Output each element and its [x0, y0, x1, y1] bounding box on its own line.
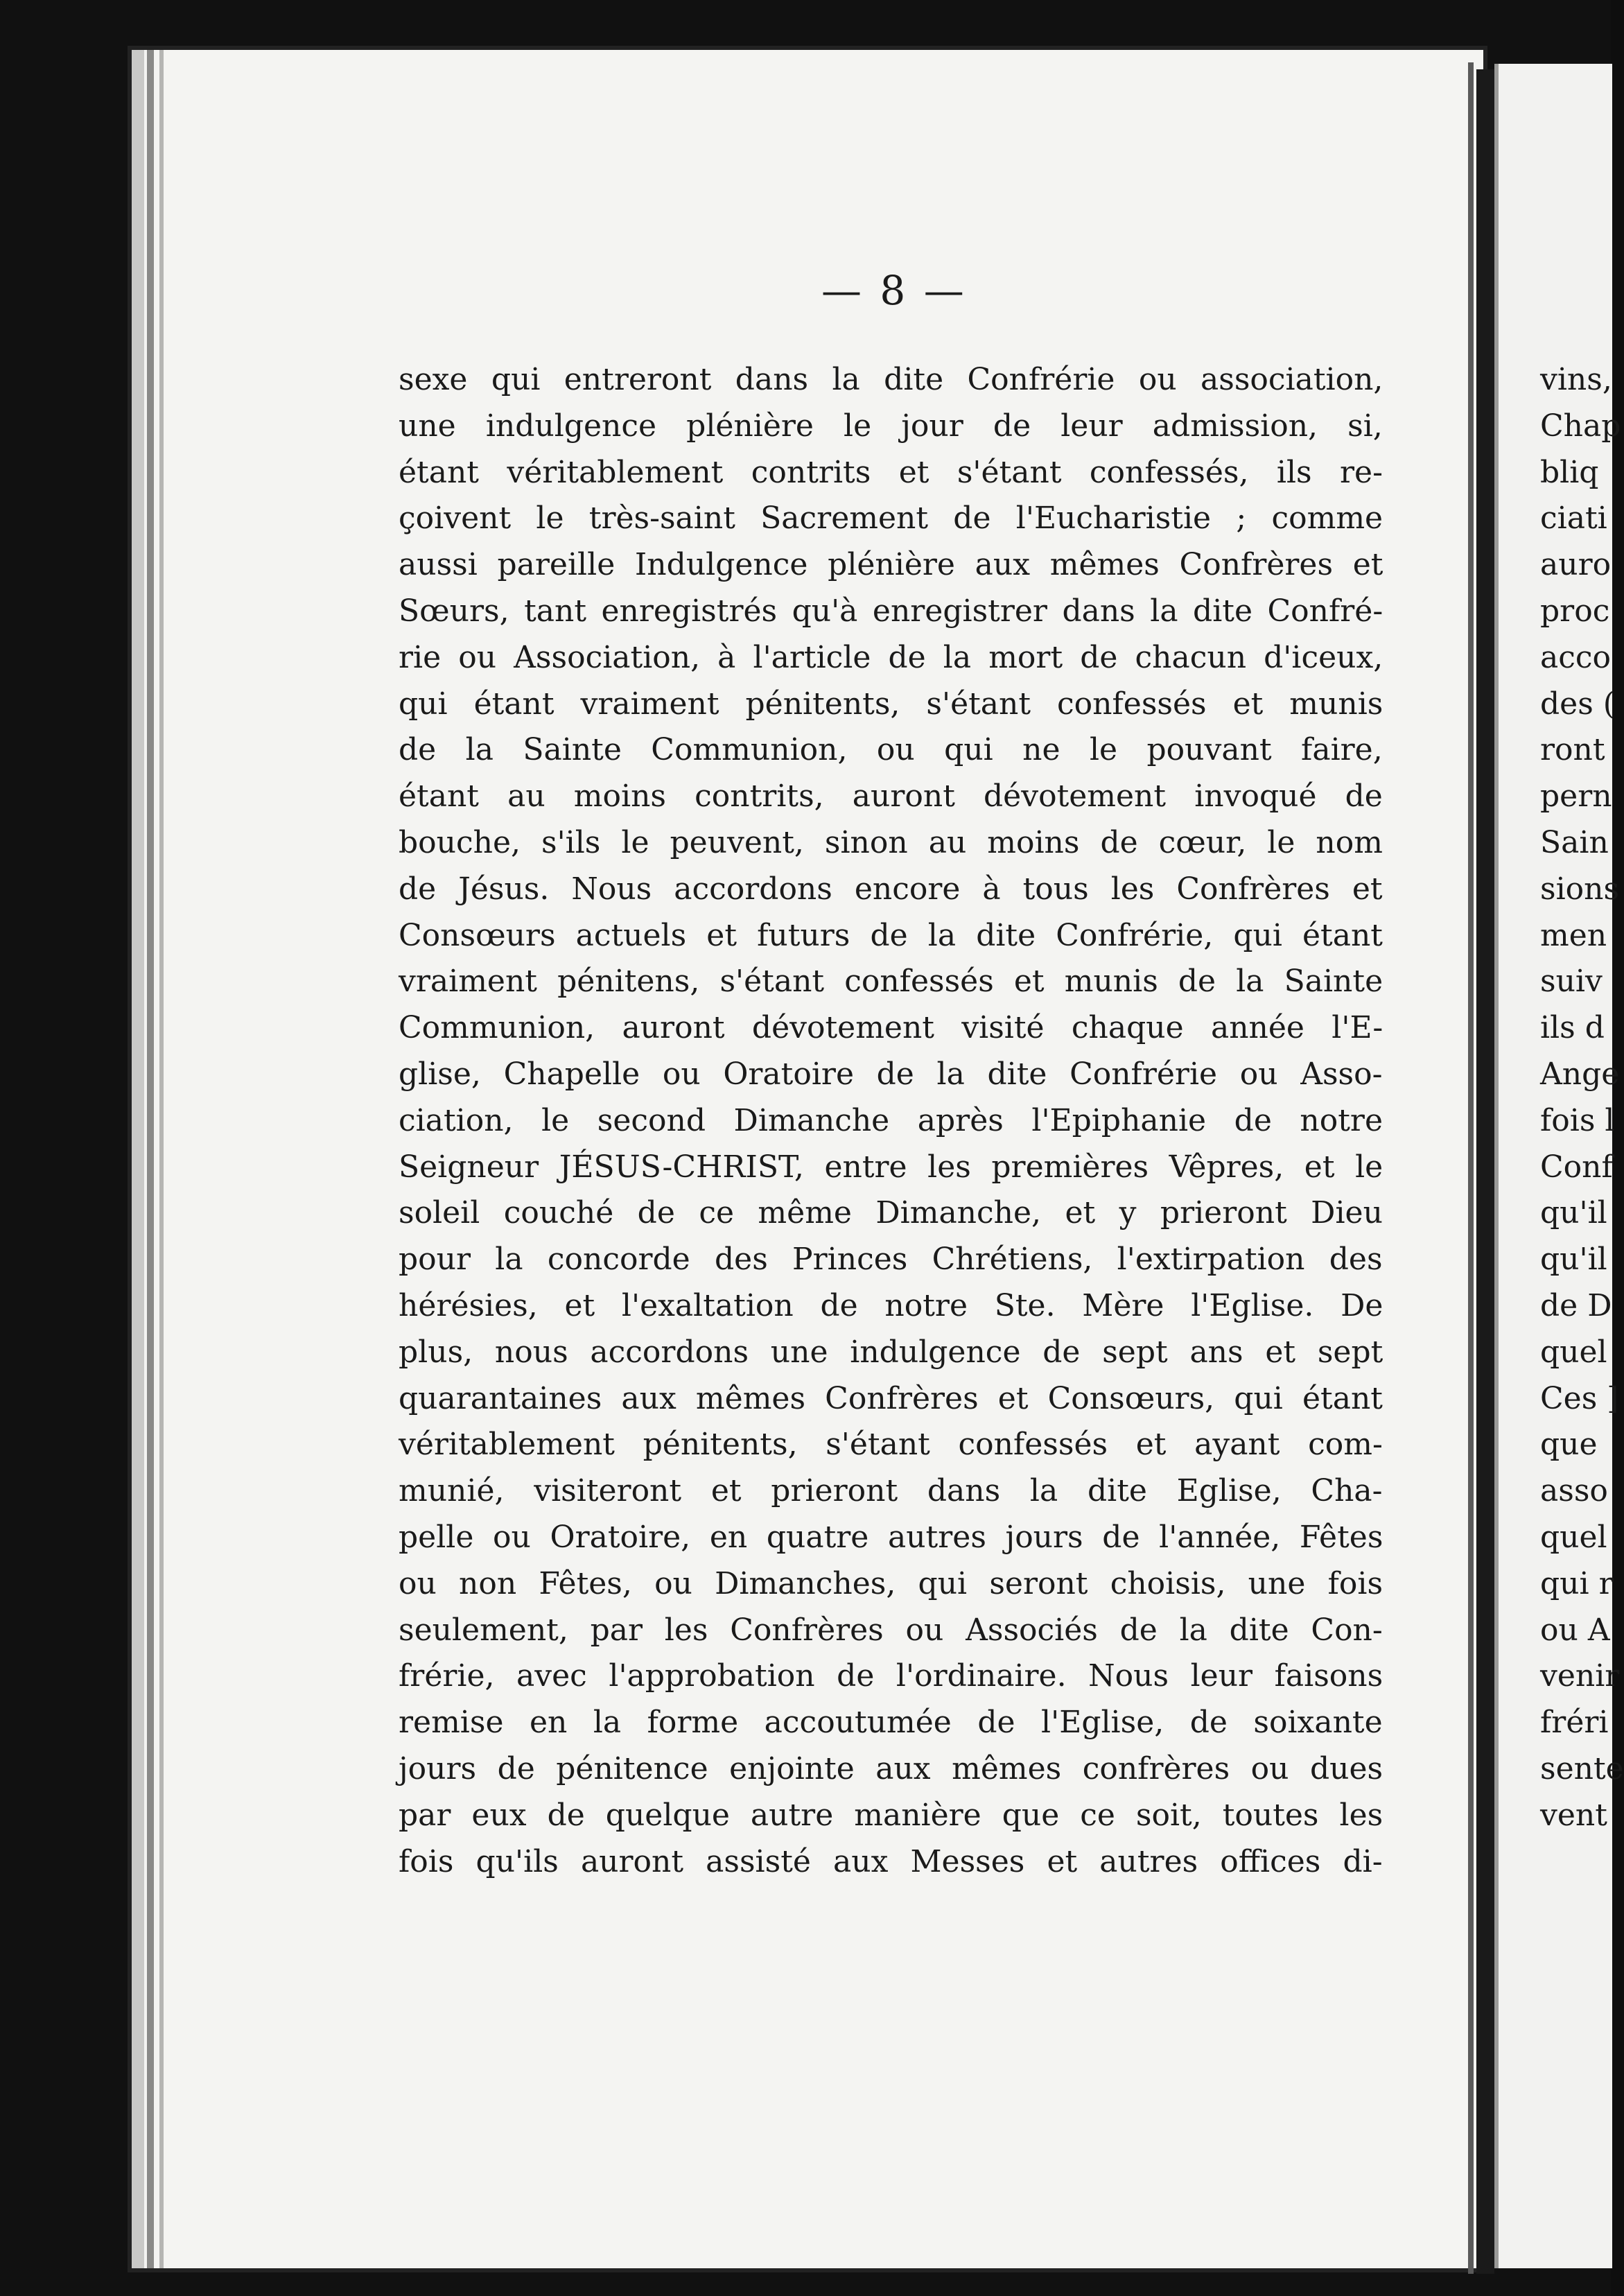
right-page-fragment: ou A: [1540, 1612, 1610, 1648]
text-line: Seigneur JÉSUS-CHRIST, entre les premières Vêpres, et le: [399, 1149, 1383, 1185]
text-line: de la Sainte Communion, ou qui ne le pouvant faire,: [399, 732, 1383, 768]
book-gutter: [1476, 69, 1494, 2274]
text-line: Sœurs, tant enregistrés qu'à enregistrer dans la dite Confré-: [399, 593, 1383, 629]
right-page-fragment: quel: [1540, 1334, 1607, 1370]
text-line: par eux de quelque autre manière que ce soit, toutes les: [399, 1797, 1383, 1833]
text-line: pelle ou Oratoire, en quatre autres jours de l'année, Fêtes: [399, 1519, 1383, 1555]
page-edge: [159, 50, 164, 2268]
right-page-fragment: qui r: [1540, 1565, 1614, 1601]
page-edge: [1494, 64, 1499, 2268]
text-line: soleil couché de ce même Dimanche, et y prieront Dieu: [399, 1195, 1383, 1231]
text-line: çoivent le très-saint Sacrement de l'Eucharistie ; comme: [399, 501, 1383, 537]
text-line: seulement, par les Confrères ou Associés de la dite Con-: [399, 1612, 1383, 1648]
text-line: pour la concorde des Princes Chrétiens, l'extirpation des: [399, 1242, 1383, 1278]
text-line: munié, visiteront et prieront dans la dite Eglise, Cha-: [399, 1473, 1383, 1509]
page-edge: [147, 50, 154, 2268]
text-line: aussi pareille Indulgence plénière aux mêmes Confrères et: [399, 547, 1383, 583]
text-line: glise, Chapelle ou Oratoire de la dite Confrérie ou Asso-: [399, 1056, 1383, 1092]
right-page-fragment: asso: [1540, 1473, 1608, 1509]
right-page-fragment: ciati: [1540, 501, 1607, 537]
text-line: Communion, auront dévotement visité chaque année l'E-: [399, 1010, 1383, 1046]
right-page-fragment: des (: [1540, 686, 1615, 722]
right-page-fragment: Ces ]: [1540, 1380, 1619, 1416]
right-page-fragment: Sain: [1540, 824, 1609, 860]
text-line: de Jésus. Nous accordons encore à tous les Confrères et: [399, 871, 1383, 907]
right-page-fragment: vins,: [1540, 362, 1612, 397]
right-page-fragment: Chap: [1540, 408, 1621, 444]
right-page-fragment: acco: [1540, 639, 1612, 675]
right-page-fragment: sente: [1540, 1750, 1624, 1786]
gutter-shadow: [1468, 62, 1474, 2274]
text-line: étant véritablement contrits et s'étant confessés, ils re-: [399, 454, 1383, 490]
right-page-text-fragments: [1540, 357, 1624, 1839]
right-page-fragment: sions: [1540, 871, 1620, 907]
right-page-fragment: fois l: [1540, 1102, 1615, 1138]
right-page-fragment: fréri: [1540, 1705, 1609, 1741]
right-page-fragment: proc: [1540, 593, 1610, 629]
right-page-fragment: bliq: [1540, 454, 1599, 490]
right-page-fragment: ront: [1540, 732, 1605, 768]
text-line: rie ou Association, à l'article de la mort de chacun d'iceux,: [399, 639, 1383, 675]
right-page-fragment: quel: [1540, 1519, 1607, 1555]
right-page-fragment: auro: [1540, 547, 1612, 583]
right-page-fragment: suiv: [1540, 964, 1603, 1000]
text-line: plus, nous accordons une indulgence de sept ans et sept: [399, 1334, 1383, 1370]
right-page-fragment: qu'il: [1540, 1242, 1607, 1278]
page-edge: [132, 50, 144, 2268]
right-page-fragment: ils d: [1540, 1010, 1605, 1046]
text-line: Consœurs actuels et futurs de la dite Confrérie, qui étant: [399, 917, 1383, 953]
text-line: remise en la forme accoutumée de l'Eglise, de soixante: [399, 1705, 1383, 1741]
text-line: ciation, le second Dimanche après l'Epiphanie de notre: [399, 1102, 1383, 1138]
text-line: véritablement pénitents, s'étant confessés et ayant com-: [399, 1427, 1383, 1463]
right-page-fragment: vent: [1540, 1797, 1607, 1833]
right-page-fragment: venir: [1540, 1658, 1620, 1694]
right-page-fragment: Ange: [1540, 1056, 1620, 1092]
text-line: frérie, avec l'approbation de l'ordinaire. Nous leur faisons: [399, 1658, 1383, 1694]
right-page-fragment: men: [1540, 917, 1607, 953]
text-line: quarantaines aux mêmes Confrères et Consœurs, qui étant: [399, 1380, 1383, 1416]
text-line: fois qu'ils auront assisté aux Messes et autres offices di-: [399, 1843, 1383, 1879]
right-page-fragment: qu'il: [1540, 1195, 1607, 1231]
text-line: qui étant vraiment pénitents, s'étant confessés et munis: [399, 686, 1383, 722]
text-line: vraiment pénitens, s'étant confessés et munis de la Sainte: [399, 964, 1383, 1000]
text-line: jours de pénitence enjointe aux mêmes confrères ou dues: [399, 1750, 1383, 1786]
text-line: une indulgence plénière le jour de leur admission, si,: [399, 408, 1383, 444]
text-line: sexe qui entreront dans la dite Confrérie ou association,: [399, 362, 1383, 397]
right-page-fragment: Conf: [1540, 1149, 1613, 1185]
text-line: hérésies, et l'exaltation de notre Ste. Mère l'Eglise. De: [399, 1287, 1383, 1323]
body-text: [399, 357, 1383, 1885]
text-line: bouche, s'ils le peuvent, sinon au moins de cœur, le nom: [399, 824, 1383, 860]
right-page-fragment: de D: [1540, 1287, 1612, 1323]
text-line: étant au moins contrits, auront dévotement invoqué de: [399, 779, 1383, 815]
right-page-fragment: pern: [1540, 779, 1612, 815]
page-number: — 8 —: [821, 267, 967, 314]
right-page-fragment: que: [1540, 1427, 1598, 1463]
text-line: ou non Fêtes, ou Dimanches, qui seront choisis, une fois: [399, 1565, 1383, 1601]
